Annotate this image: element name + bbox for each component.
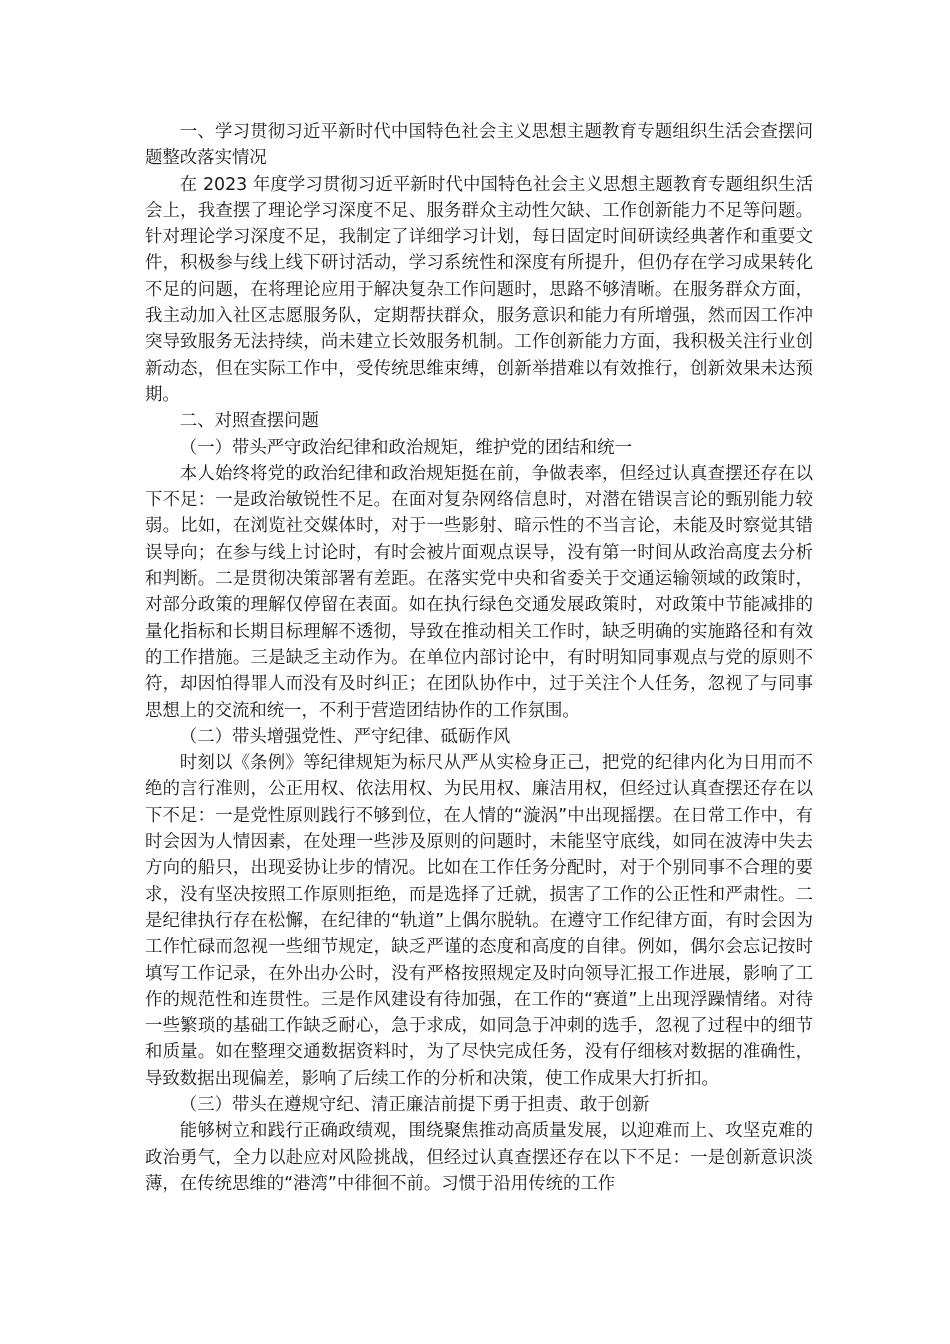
- paragraph-party-spirit: 时刻以《条例》等纪律规矩为标尺从严从实检身正己，把党的纪律内化为日用而不绝的言行准则，公正用权、依法用权、为民用权、廉洁用权，但经过认真查摆还存在以下不足：一是党性原则践行不够到位，在人情的“漩涡”中出现摇摆。在日常工作中，有时会因为人情因素，在处理一些涉及原则的问题时，未能坚守底线，如同在波涛中失去方向的船只，出现妥协让步的情况。比如在工作任务分配时，对于个别同事不合理的要求，没有坚决按照工作原则拒绝，而是选择了迁就，损害了工作的公正性和严肃性。二是纪律执行存在松懈，在纪律的“轨道”上偶尔脱轨。在遵守工作纪律方面，有时会因为工作忙碌而忽视一些细节规定，缺乏严谨的态度和高度的自律。例如，偶尔会忘记按时填写工作记录，在外出办公时，没有严格按照规定及时向领导汇报工作进展，影响了工作的规范性和连贯性。三是作风建设有待加强，在工作的“赛道”上出现浮躁情绪。对待一些繁琐的基础工作缺乏耐心，急于求成，如同急于冲刺的选手，忽视了过程中的细节和质量。如在整理交通数据资料时，为了尽快完成任务，没有仔细核对数据的准确性，导致数据出现偏差，影响了后续工作的分析和决策，使工作成果大打折扣。: [145, 753, 813, 1089]
- subsection-heading-3: （三）带头在遵规守纪、清正廉洁前提下勇于担责、敢于创新: [179, 1094, 650, 1115]
- paragraph-political-discipline: 本人始终将党的政治纪律和政治规矩挺在前，争做表率，但经过认真查摆还存在以下不足：一是政治敏锐性不足。在面对复杂网络信息时，对潜在错误言论的甄别能力较弱。比如，在浏览社交媒体时，对于一些影射、暗示性的不当言论，未能及时察觉其错误导向；在参与线上讨论时，有时会被片面观点误导，没有第一时间从政治高度去分析和判断。二是贯彻决策部署有差距。在落实党中央和省委关于交通运输领域的政策时，对部分政策的理解仅停留在表面。如在执行绿色交通发展政策时，对政策中节能减排的量化指标和长期目标理解不透彻，导致在推动相关工作时，缺乏明确的实施路径和有效的工作措施。三是缺乏主动作为。在单位内部讨论中，有时明知同事观点与党的原则不符，却因怕得罪人而没有及时纠正；在团队协作中，过于关注个人任务，忽视了与同事思想上的交流和统一，不利于营造团结协作的工作氛围。: [145, 463, 813, 721]
- subsection-heading-1: （一）带头严守政治纪律和政治规矩，维护党的团结和统一: [179, 437, 632, 458]
- section-heading-2: 二、对照查摆问题: [179, 411, 319, 432]
- section-heading-1: 一、学习贯彻习近平新时代中国特色社会主义思想主题教育专题组织生活会查摆问题整改落实情况: [145, 122, 813, 169]
- document-page: [145, 119, 813, 1197]
- subsection-heading-2: （二）带头增强党性、严守纪律、砥砺作风: [179, 726, 511, 747]
- paragraph-rectification: 在 2023 年度学习贯彻习近平新时代中国特色社会主义思想主题教育专题组织生活会上，我查摆了理论学习深度不足、服务群众主动性欠缺、工作创新能力不足等问题。针对理论学习深度不足，我制定了详细学习计划，每日固定时间研读经典著作和重要文件，积极参与线上线下研讨活动，学习系统性和深度有所提升，但仍存在学习成果转化不足的问题，在将理论应用于解决复杂工作问题时，思路不够清晰。在服务群众方面，我主动加入社区志愿服务队，定期帮扶群众，服务意识和能力有所增强，然而因工作冲突导致服务无法持续，尚未建立长效服务机制。工作创新能力方面，我积极关注行业创新动态，但在实际工作中，受传统思维束缚，创新举措难以有效推行，创新效果未达预期。: [145, 174, 813, 405]
- paragraph-innovation: 能够树立和践行正确政绩观，围绕聚焦推动高质量发展，以迎难而上、攻坚克难的政治勇气，全力以赴应对风险挑战，但经过认真查摆还存在以下不足：一是创新意识淡薄，在传统思维的“港湾”中徘徊不前。习惯于沿用传统的工作: [145, 1121, 813, 1194]
